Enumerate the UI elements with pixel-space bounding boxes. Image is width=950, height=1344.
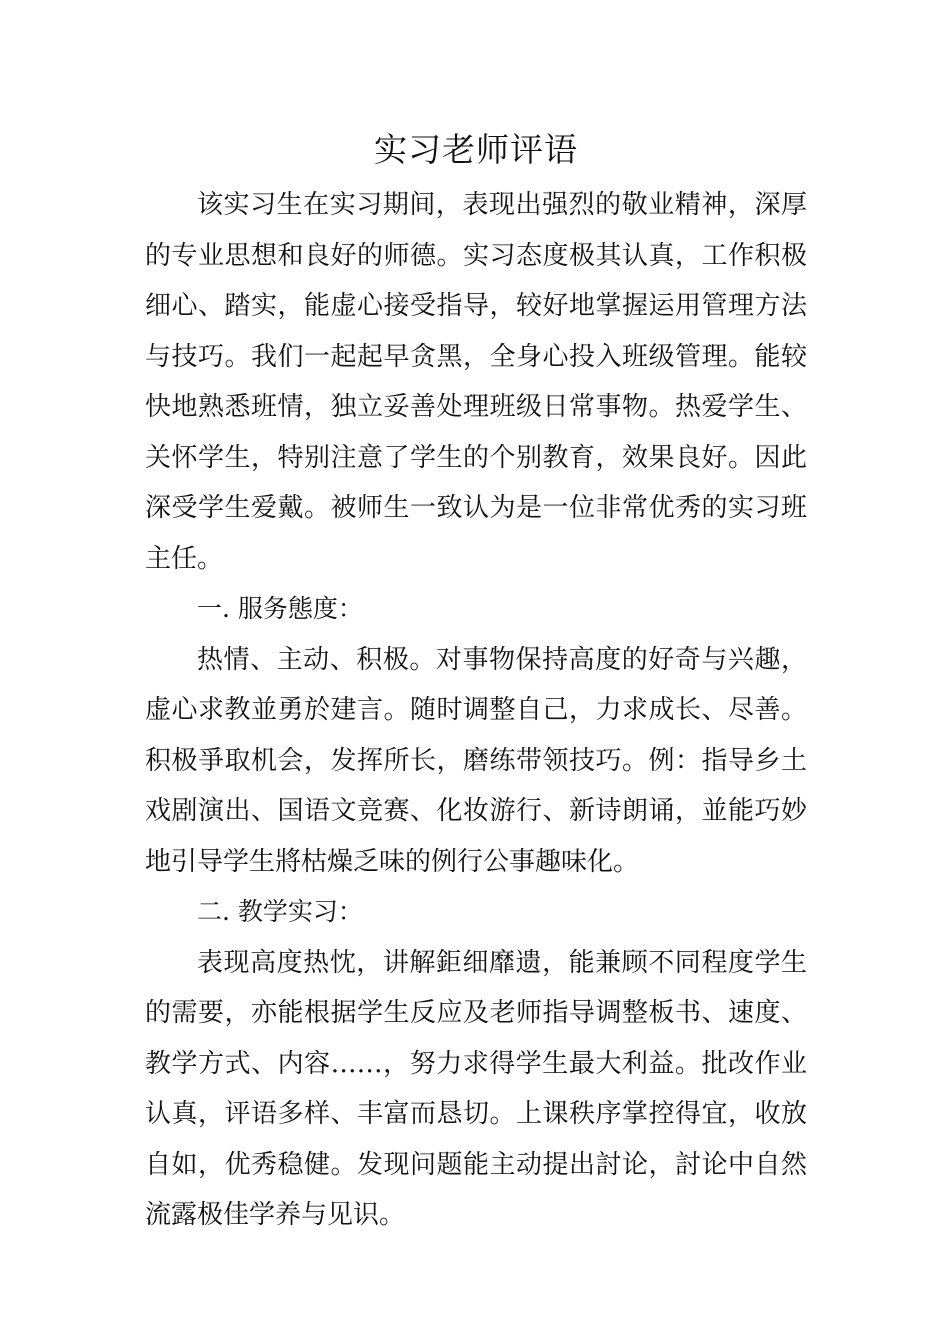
section-body: 热情、主动、积极。对事物保持高度的好奇与兴趣，虚心求教並勇於建言。随时调整自己，力求成长、尽善。积极爭取机会，发挥所长，磨练带领技巧。例：指导乡土戏剧演出、国语文竞赛、化妆游行、新诗朗诵，並能巧妙地引导学生將枯燥乏味的例行公事趣味化。 [145,644,807,877]
intro-paragraph: 该实习生在实习期间，表现出强烈的敬业精神，深厚的专业思想和良好的师德。实习态度极其认真，工作积极细心、踏实，能虚心接受指导，较好地掌握运用管理方法与技巧。我们一起起早贪黑，全身心投入班级管理。能较快地熟悉班情，独立妥善处理班级日常事物。热爱学生、关怀学生，特别注意了学生的个别教育，效果良好。因此深受学生爱戴。被师生一致认为是一位非常优秀的实习班主任。 [145,190,807,574]
section-teaching-practice [145,887,807,1241]
section-service-attitude [145,584,807,887]
section-heading: 二. 教学实习： [197,897,363,926]
section-body: 表现高度热忱，讲解鉅细靡遗，能兼顾不同程度学生的需要，亦能根据学生反应及老师指导调整板书、速度、教学方式、内容……，努力求得学生最大利益。批改作业认真，评语多样、丰富而恳切。上课秩序掌控得宜，收放自如，优秀稳健。发现问题能主动提出討论，討论中自然流露极佳学养与见识。 [145,947,807,1230]
section-heading: 一. 服务態度： [197,594,363,623]
document-page [145,120,807,1241]
document-title: 实习老师评语 [374,130,578,169]
